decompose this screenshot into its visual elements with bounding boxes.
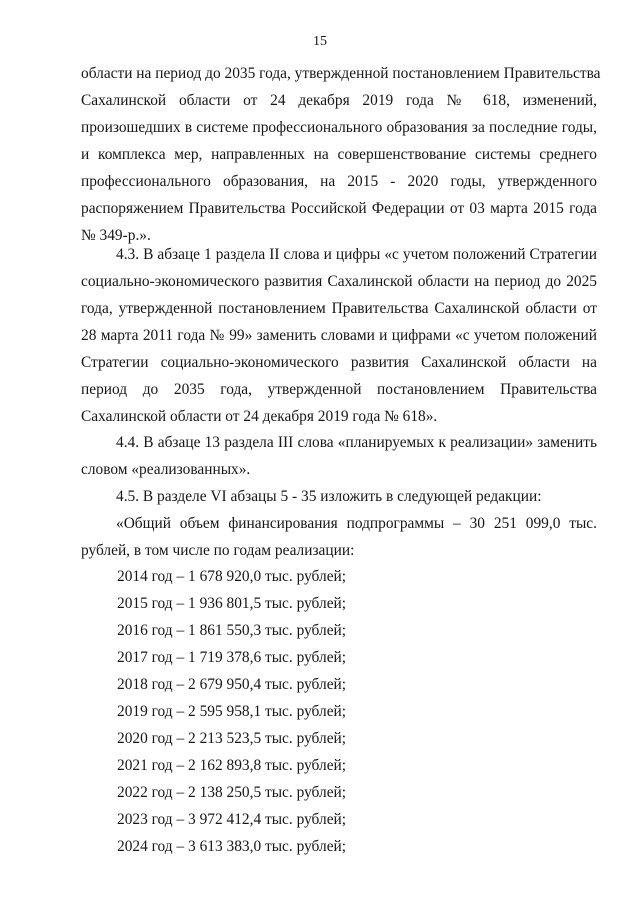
year-funding-item: 2014 год – 1 678 920,0 тыс. рублей; <box>117 568 347 585</box>
item-4-3-line: социально-экономического развития Сахалинской области на период до 2025 <box>81 273 597 290</box>
year-funding-item: 2021 год – 2 162 893,8 тыс. рублей; <box>117 757 347 774</box>
year-funding-item: 2020 год – 2 213 523,5 тыс. рублей; <box>117 730 347 747</box>
year-funding-item: 2019 год – 2 595 958,1 тыс. рублей; <box>117 703 347 720</box>
item-4-4-line: словом «реализованных». <box>81 461 251 478</box>
year-funding-item: 2015 год – 1 936 801,5 тыс. рублей; <box>117 595 347 612</box>
quote-line: «Общий объем финансирования подпрограммы – 30 251 099,0 тыс. <box>116 515 597 532</box>
paragraph-line: области на период до 2035 года, утвержденной постановлением Правительства <box>81 65 601 82</box>
paragraph-line: произошедших в системе профессионального образования за последние годы, <box>81 119 597 136</box>
paragraph-line: и комплекса мер, направленных на совершенствование системы среднего <box>81 146 597 163</box>
paragraph-line: профессионального образования, на 2015 - 2020 годы, утвержденного <box>81 173 597 190</box>
item-4-3-line: Стратегии социально-экономического развития Сахалинской области на <box>81 354 597 371</box>
paragraph-line: распоряжением Правительства Российской Федерации от 03 марта 2015 года <box>81 200 597 217</box>
year-funding-item: 2018 год – 2 679 950,4 тыс. рублей; <box>117 676 347 693</box>
quote-line: рублей, в том числе по годам реализации: <box>81 542 355 559</box>
item-4-5-line: 4.5. В разделе VI абзацы 5 - 35 изложить в следующей редакции: <box>116 488 542 505</box>
year-funding-item: 2024 год – 3 613 383,0 тыс. рублей; <box>117 838 347 855</box>
year-funding-item: 2017 год – 1 719 378,6 тыс. рублей; <box>117 649 347 666</box>
paragraph-line: Сахалинской области от 24 декабря 2019 года № 618, изменений, <box>81 92 597 109</box>
page-number: 15 <box>313 34 327 49</box>
item-4-3-line: Сахалинской области от 24 декабря 2019 года № 618». <box>81 408 438 425</box>
item-4-3-line: период до 2035 года, утвержденной постановлением Правительства <box>81 381 597 398</box>
item-4-3-line: года, утвержденной постановлением Правительства Сахалинской области от <box>81 300 597 317</box>
year-funding-item: 2016 год – 1 861 550,3 тыс. рублей; <box>117 622 347 639</box>
year-funding-item: 2023 год – 3 972 412,4 тыс. рублей; <box>117 811 347 828</box>
item-4-3-line: 28 марта 2011 года № 99» заменить словами и цифрами «с учетом положений <box>81 327 597 344</box>
year-funding-item: 2022 год – 2 138 250,5 тыс. рублей; <box>117 784 347 801</box>
item-4-3-line: 4.3. В абзаце 1 раздела II слова и цифры «с учетом положений Стратегии <box>116 246 597 263</box>
paragraph-line: № 349-р.». <box>81 227 151 244</box>
item-4-4-line: 4.4. В абзаце 13 раздела III слова «планируемых к реализации» заменить <box>116 434 597 451</box>
